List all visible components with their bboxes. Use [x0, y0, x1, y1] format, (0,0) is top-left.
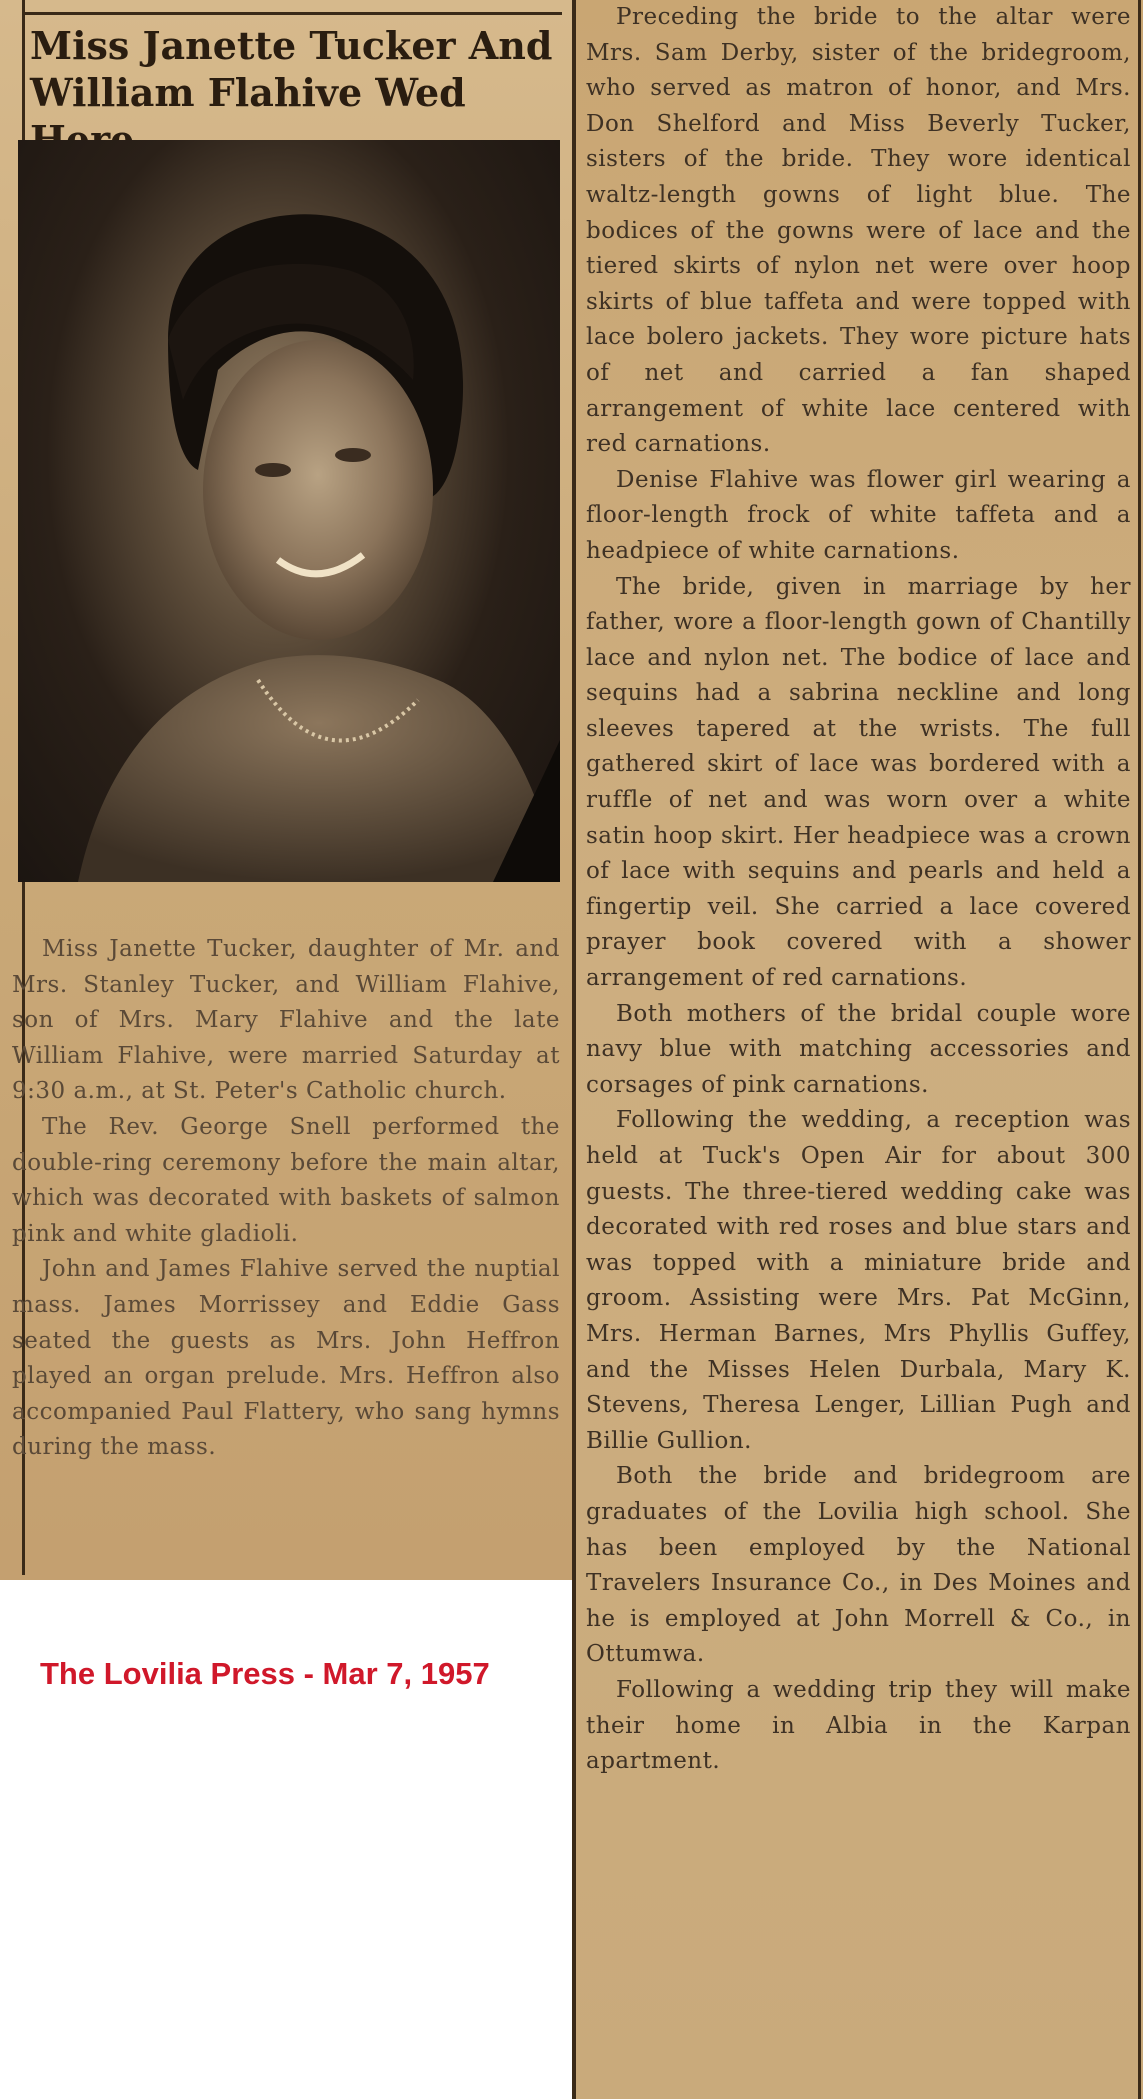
paragraph: The bride, given in marriage by her father, wore a floor-length gown of Chantilly lace and nylon net. The bodice of lace and sequins had a sabrina neckline and long sleeves tapered at the wrists. The full gathered skirt of lace was bordered with a ruffle of net and was worn over a white satin hoop skirt. Her headpiece was a crown of lace with sequins and pearls and held a fingertip veil. She carried a lace covered prayer book covered with a shower arrangement of red carnations.	[586, 573, 1131, 992]
column-divider-rule	[572, 0, 576, 2099]
paragraph: John and James Flahive served the nuptial mass. James Morrissey and Eddie Gass seated the guests as Mrs. John Heffron played an organ prelude. Mrs. Heffron also accompanied Paul Flattery, who sang hymns during the mass.	[12, 1256, 560, 1461]
paragraph: Miss Janette Tucker, daughter of Mr. and Mrs. Stanley Tucker, and William Flahive, son of Mrs. Mary Flahive and the late William Flahive, were married Saturday at 9:30 a.m., at St. Peter's Catholic church.	[12, 936, 560, 1105]
right-article-text	[586, 0, 1131, 1780]
right-column-rule	[1138, 0, 1141, 2099]
paragraph: Denise Flahive was flower girl wearing a floor-length frock of white taffeta and a headpiece of white carnations.	[586, 466, 1131, 564]
left-article-text	[12, 932, 560, 1466]
headline-top-rule	[22, 12, 562, 15]
paragraph: Preceding the bride to the altar were Mrs. Sam Derby, sister of the bridegroom, who served as matron of honor, and Mrs. Don Shelford and Miss Beverly Tucker, sisters of the bride. They wore identical waltz-length gowns of light blue. The bodices of the gowns were of lace and the tiered skirts of nylon net were over hoop skirts of blue taffeta and were topped with lace bolero jackets. They wore picture hats of net and carried a fan shaped arrangement of white lace centered with red carnations.	[586, 4, 1131, 458]
paragraph: Both the bride and bridegroom are graduates of the Lovilia high school. She has been employed by the National Travelers Insurance Co., in Des Moines and he is employed at John Morrell & Co., in Ottumwa.	[586, 1463, 1131, 1668]
source-caption: The Lovilia Press - Mar 7, 1957	[40, 1656, 490, 1691]
paragraph: Following a wedding trip they will make their home in Albia in the Karpan apartment.	[586, 1676, 1131, 1775]
paragraph: Following the wedding, a reception was held at Tuck's Open Air for about 300 guests. The three-tiered wedding cake was decorated with red roses and blue stars and was topped with a miniature bride and groom. Assisting were Mrs. Pat McGinn, Mrs. Herman Barnes, Mrs Phyllis Guffey, and the Misses Helen Durbala, Mary K. Stevens, Theresa Lenger, Lillian Pugh and Billie Gullion.	[586, 1107, 1131, 1454]
article-headline: Miss Janette Tucker And William Flahive Wed	[30, 23, 553, 115]
paragraph: The Rev. George Snell performed the double-ring ceremony before the main altar, which was decorated with baskets of salmon pink and white gladioli.	[12, 1113, 560, 1247]
bride-portrait-photo	[18, 140, 560, 882]
paragraph: Both mothers of the bridal couple wore navy blue with matching accessories and corsages of pink carnations.	[586, 1000, 1131, 1098]
